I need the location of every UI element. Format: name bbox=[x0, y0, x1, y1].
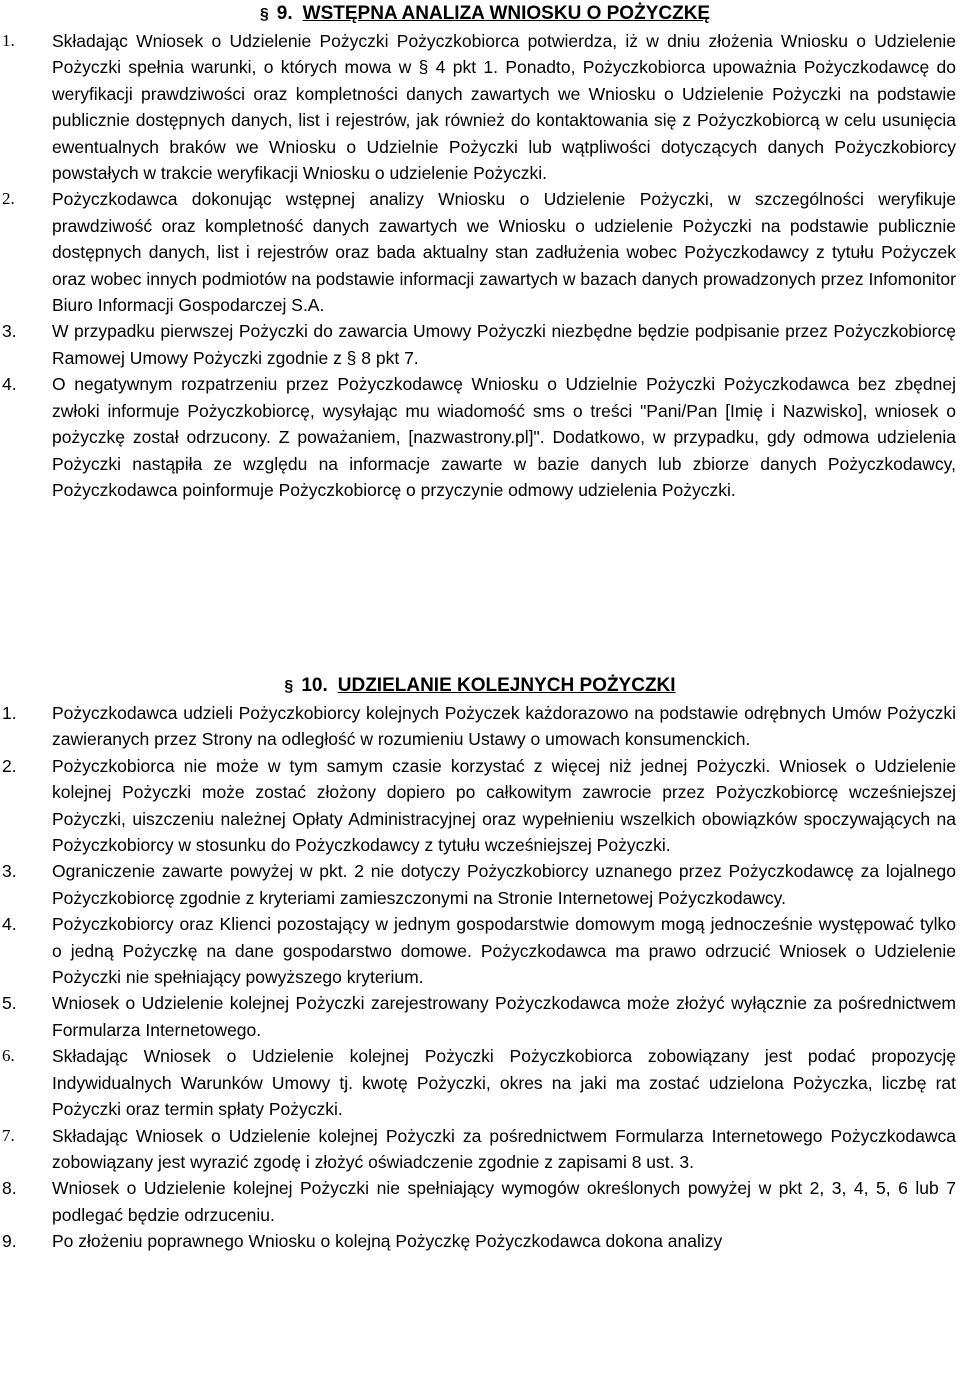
item-number: 7. bbox=[2, 1125, 15, 1145]
item-number: 3. bbox=[2, 321, 17, 342]
list-item bbox=[0, 1043, 960, 1122]
item-number: 6. bbox=[2, 1046, 15, 1066]
section-sign: § bbox=[284, 678, 294, 695]
item-number: 9. bbox=[2, 1231, 17, 1252]
list-item bbox=[0, 28, 960, 186]
item-text: O negatywnym rozpatrzeniu przez Pożyczkodawcę Wniosku o Udzielnie Pożyczki Pożyczkodawca bez zbędnej zwłoki informuje Pożyczkobiorcę, wysyłając mu wiadomość sms o treści "Pani/Pan [Imię i Nazwisko], wniosek o pożyczkę został odrzucony. Z poważaniem, [nazwastrony.pl]". Dodatkowo, w przypadku, gdy odmowa udzielenia Pożyczki nastąpiła ze względu na informacje zawarte w bazie danych lub zbiorze danych Pożyczkodawcy, Pożyczkodawca poinformuje Pożyczkobiorcę o przyczynie odmowy udzielenia Pożyczki. bbox=[52, 374, 956, 500]
list-item bbox=[0, 1228, 960, 1254]
item-text: Pożyczkodawca dokonując wstępnej analizy Wniosku o Udzielenie Pożyczki, w szczególności weryfikuje prawdziwość oraz kompletność danych zawartych we Wniosku o udzielenie Pożyczki na podstawie publicznie dostępnych danych, list i rejestrów oraz bada aktualny stan zadłużenia wobec Pożyczkodawcy z tytułu Pożyczek oraz wobec innych podmiotów na podstawie informacji zawartych w bazach danych prowadzonych przez Infomonitor Biuro Informacji Gospodarczej S.A. bbox=[52, 189, 956, 316]
item-text: Pożyczkobiorcy oraz Klienci pozostający w jednym gospodarstwie domowym mogą jednocześnie występować tylko o jedną Pożyczkę na dane gospodarstwo domowe. Pożyczkodawca ma prawo odrzucić Wniosek o Udzielenie Pożyczki nie spełniający powyższego kryterium. bbox=[52, 914, 956, 988]
item-text: W przypadku pierwszej Pożyczki do zawarcia Umowy Pożyczki niezbędne będzie podpisanie przez Pożyczkobiorcę Ramowej Umowy Pożyczki zgodnie z § 8 pkt 7. bbox=[52, 321, 956, 368]
list-item bbox=[0, 371, 960, 503]
item-number: 4. bbox=[2, 914, 17, 935]
item-text: Składając Wniosek o Udzielenie Pożyczki Pożyczkobiorca potwierdza, iż w dniu złożenia Wniosku o Udzielenie Pożyczki spełnia warunki, o których mowa w § 4 pkt 1. Ponadto, Pożyczkobiorca upoważnia Pożyczkodawcę do weryfikacji prawdziwości oraz kompletności danych zawartych we Wniosku o Udzielenie Pożyczki na podstawie publicznie dostępnych danych, list i rejestrów, jak również do kontaktowania się z Pożyczkobiorcą w celu usunięcia ewentualnych braków we Wniosku o Udzielnie Pożyczki lub wątpliwości dotyczących danych Pożyczkobiorcy powstałych w trakcie weryfikacji Wniosku o udzielenie Pożyczki. bbox=[52, 31, 956, 184]
item-number: 1. bbox=[2, 703, 17, 723]
item-number: 4. bbox=[2, 374, 17, 395]
section-9-list bbox=[0, 28, 960, 503]
section-10-list bbox=[0, 700, 960, 1255]
section-number: 9. bbox=[276, 3, 293, 24]
list-item bbox=[0, 318, 960, 371]
item-text: Wniosek o Udzielenie kolejnej Pożyczki nie spełniający wymogów określonych powyżej w pkt 2, 3, 4, 5, 6 lub 7 podlegać będzie odrzuceniu. bbox=[52, 1178, 956, 1225]
section-9 bbox=[0, 0, 960, 503]
list-item bbox=[0, 1175, 960, 1228]
item-text: Składając Wniosek o Udzielenie kolejnej Pożyczki za pośrednictwem Formularza Internetowego Pożyczkodawca zobowiązany jest wyrazić zgodę i złożyć oświadczenie zgodnie z zapisami 8 ust. 3. bbox=[52, 1125, 956, 1172]
list-item bbox=[0, 753, 960, 859]
item-text: Wniosek o Udzielenie kolejnej Pożyczki zarejestrowany Pożyczkodawca może złożyć wyłącznie za pośrednictwem Formularza Internetowego. bbox=[52, 993, 956, 1040]
item-number: 8. bbox=[2, 1178, 17, 1199]
list-item bbox=[0, 911, 960, 990]
section-10-heading bbox=[0, 672, 960, 700]
section-sign: § bbox=[259, 6, 269, 23]
section-number: 10. bbox=[301, 675, 328, 696]
item-text: Składając Wniosek o Udzielenie kolejnej Pożyczki Pożyczkobiorca zobowiązany jest podać propozycję Indywidualnych Warunków Umowy tj. kwotę Pożyczki, okres na jaki ma zostać udzielona Pożyczka, liczbę rat Pożyczki oraz termin spłaty Pożyczki. bbox=[52, 1046, 956, 1120]
item-number: 2. bbox=[2, 755, 17, 776]
section-9-heading bbox=[0, 0, 960, 28]
list-item bbox=[0, 858, 960, 911]
list-item bbox=[0, 1123, 960, 1176]
item-number: 3. bbox=[2, 861, 17, 882]
item-text: Ograniczenie zawarte powyżej w pkt. 2 nie dotyczy Pożyczkobiorcy uznanego przez Pożyczkodawcę za lojalnego Pożyczkobiorcę zgodnie z kryteriami zamieszczonymi na Stronie Internetowej Pożyczkodawcy. bbox=[52, 861, 956, 908]
item-number: 1. bbox=[2, 31, 15, 50]
item-text: Pożyczkobiorca nie może w tym samym czasie korzystać z więcej niż jednej Pożyczki. Wniosek o Udzielenie kolejnej Pożyczki może zostać złożony dopiero po całkowitym zawrocie przez Pożyczkobiorcę wcześniejszej Pożyczki, uiszczeniu należnej Opłaty Administracyjnej oraz wypełnieniu wszelkich obowiązków spoczywających na Pożyczkobiorcy w stosunku do Pożyczkodawcy z tytułu wcześniejszej Pożyczki. bbox=[52, 755, 956, 856]
section-10 bbox=[0, 672, 960, 1255]
item-number: 5. bbox=[2, 993, 17, 1014]
item-number: 2. bbox=[2, 189, 15, 209]
item-text: Po złożeniu poprawnego Wniosku o kolejną Pożyczkę Pożyczkodawca dokona analizy bbox=[52, 1231, 723, 1252]
list-item bbox=[0, 990, 960, 1043]
list-item bbox=[0, 186, 960, 318]
section-title: WSTĘPNA ANALIZA WNIOSKU O POŻYCZKĘ bbox=[302, 3, 711, 24]
list-item bbox=[0, 700, 960, 753]
item-text: Pożyczkodawca udzieli Pożyczkobiorcy kolejnych Pożyczek każdorazowo na podstawie odrębnych Umów Pożyczki zawieranych przez Strony na odległość w rozumieniu Ustawy o umowach konsumenckich. bbox=[52, 703, 956, 750]
section-title: UDZIELANIE KOLEJNYCH POŻYCZKI bbox=[337, 675, 676, 696]
